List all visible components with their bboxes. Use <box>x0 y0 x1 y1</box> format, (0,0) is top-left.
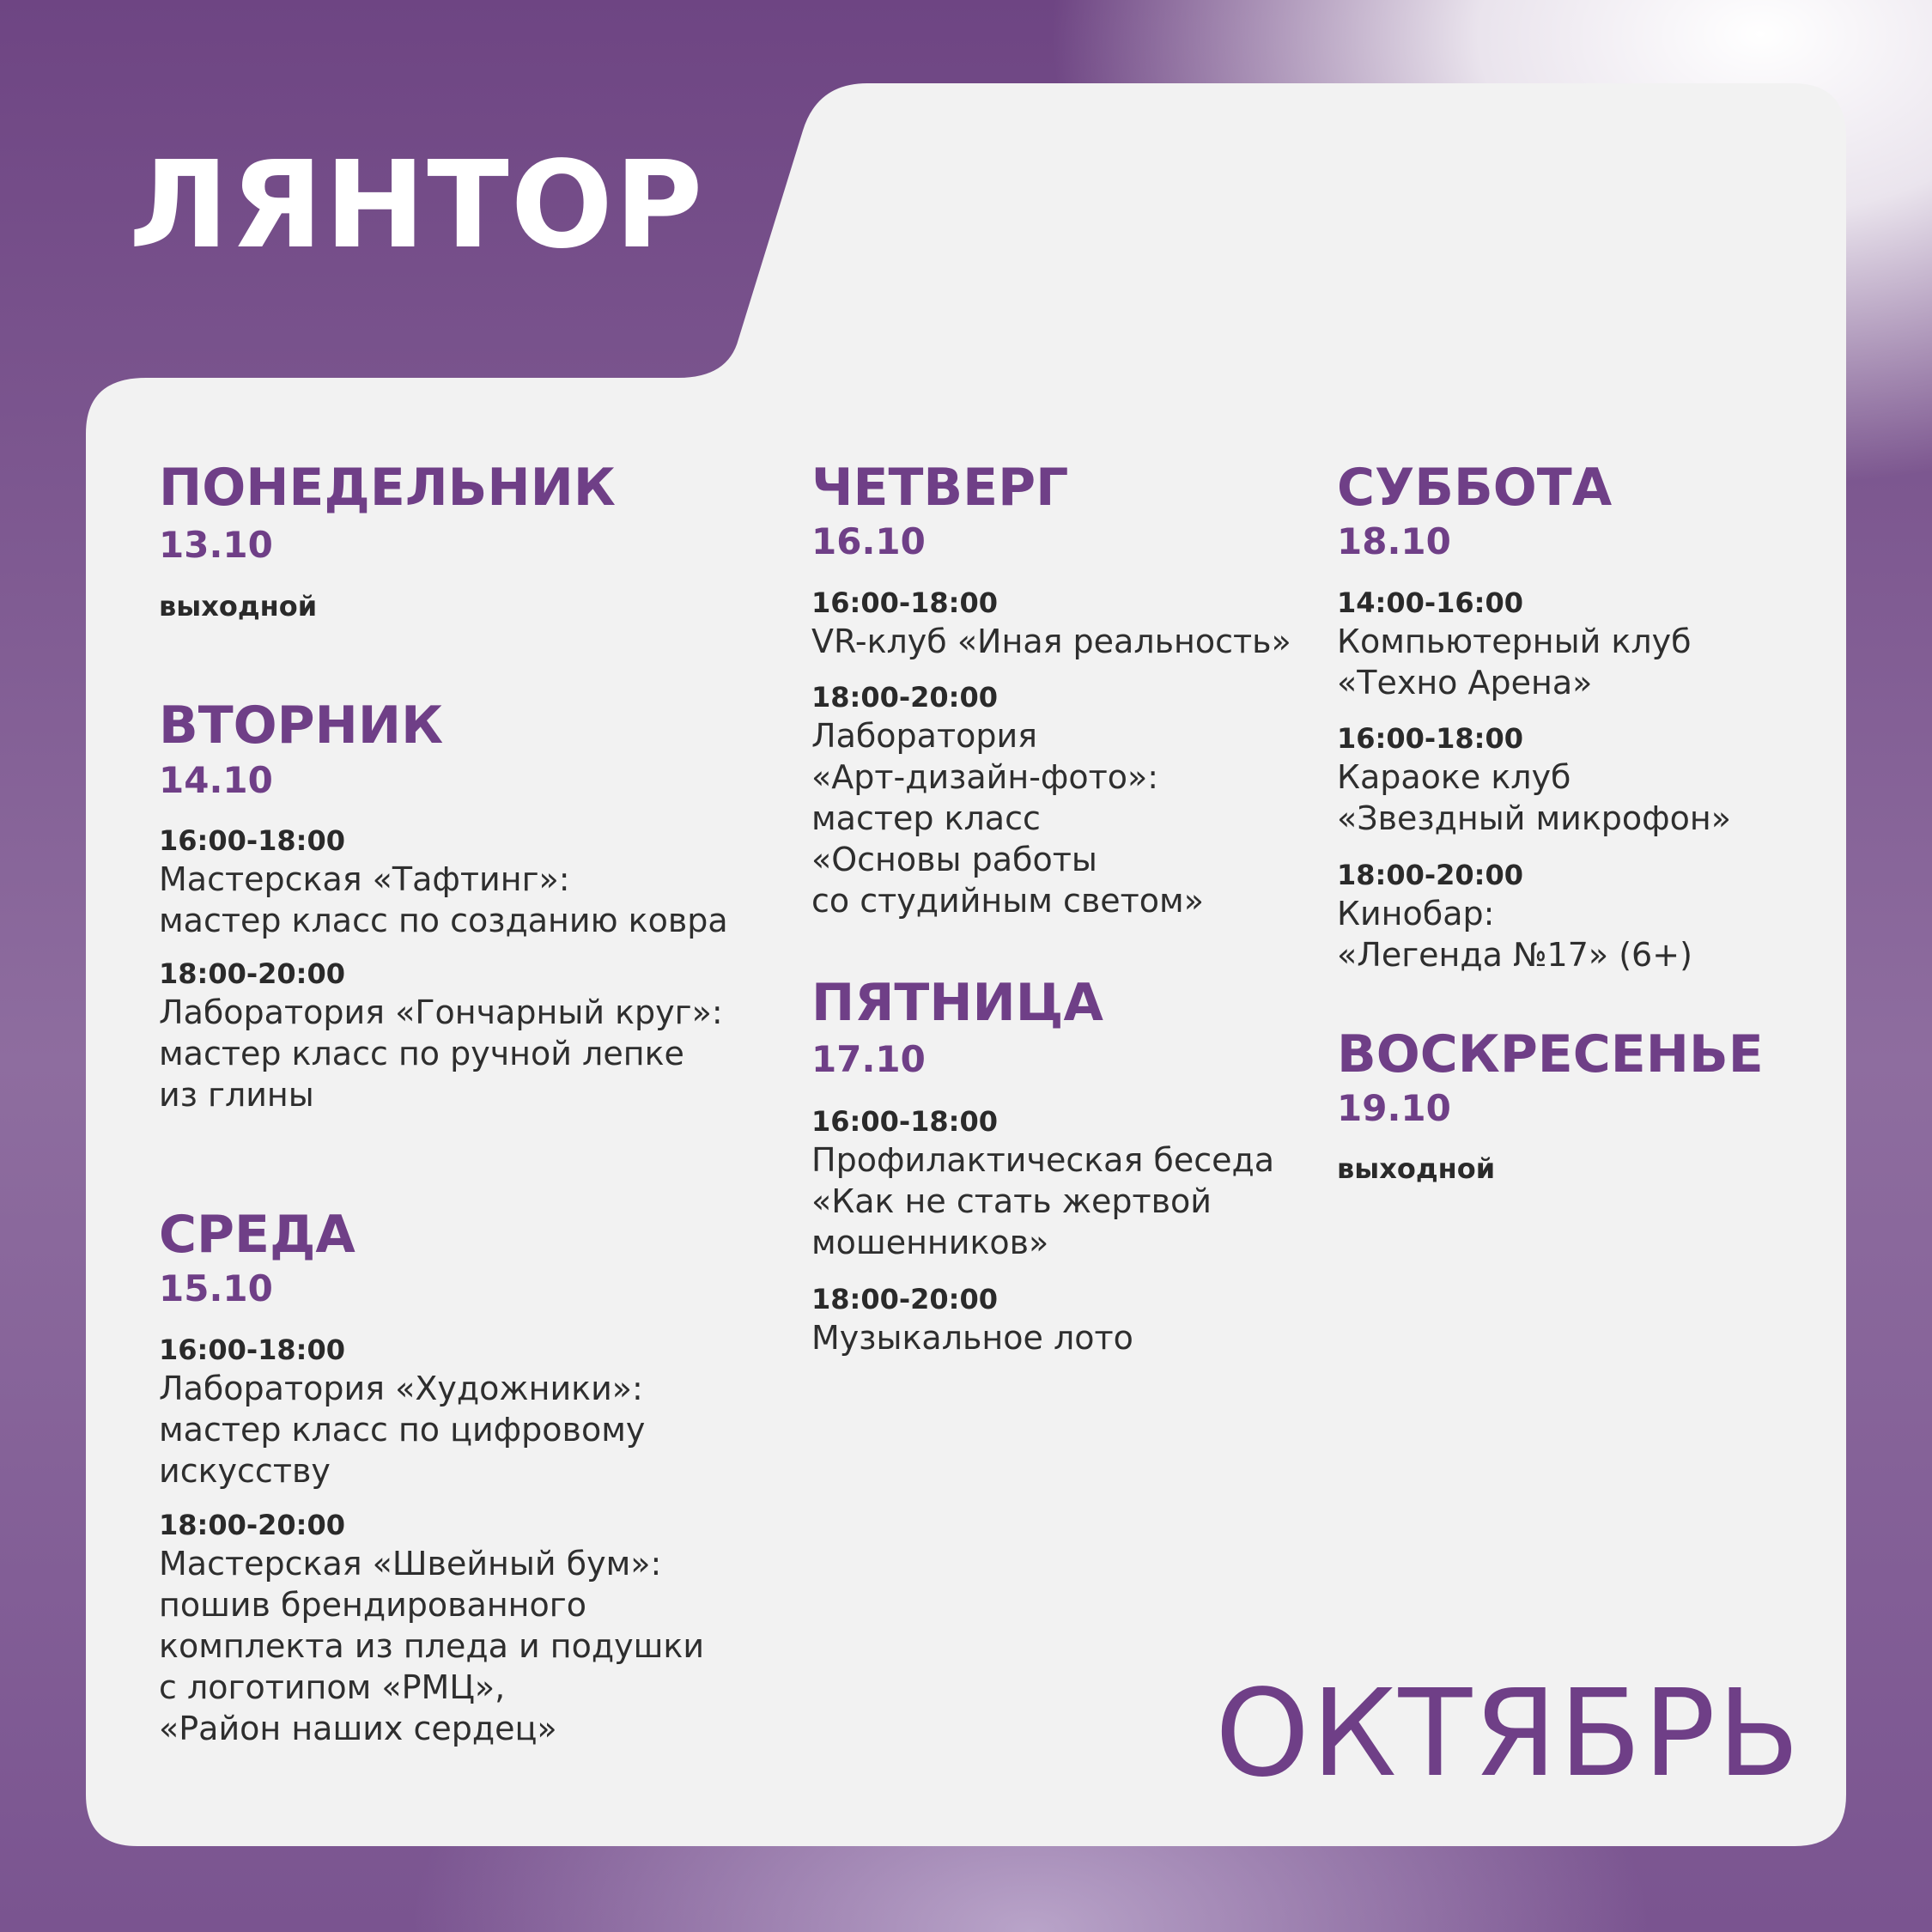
event-description: Профилактическая беседа «Как не стать жертвой мошенников» <box>811 1141 1275 1261</box>
date-tuesday: 14.10 <box>159 759 273 801</box>
day-friday: ПЯТНИЦА <box>811 973 1103 1033</box>
event-description: Лаборатория «Гончарный круг»: мастер класс по ручной лепке из глины <box>159 993 723 1114</box>
event-time: 18:00-20:00 <box>1337 859 1523 891</box>
day-tuesday: ВТОРНИК <box>159 696 444 756</box>
day-sunday: ВОСКРЕСЕНЬЕ <box>1337 1024 1764 1084</box>
day-wednesday: СРЕДА <box>159 1205 355 1265</box>
date-wednesday: 15.10 <box>159 1267 273 1309</box>
date-monday: 13.10 <box>159 524 273 566</box>
event-time: 16:00-18:00 <box>811 1105 998 1138</box>
event-time: 14:00-16:00 <box>1337 586 1523 619</box>
event-description: Караоке клуб «Звездный микрофон» <box>1337 758 1732 837</box>
event-description: Музыкальное лото <box>811 1319 1133 1357</box>
page-title: ЛЯНТОР <box>129 136 705 276</box>
event-time: 16:00-18:00 <box>811 586 998 619</box>
event-description: Лаборатория «Арт-дизайн-фото»: мастер класс «Основы работы со студийным светом» <box>811 717 1204 920</box>
day-monday: ПОНЕДЕЛЬНИК <box>159 458 616 518</box>
date-friday: 17.10 <box>811 1038 926 1080</box>
event-time: 16:00-18:00 <box>159 1334 345 1366</box>
date-saturday: 18.10 <box>1337 520 1451 562</box>
day-saturday: СУББОТА <box>1337 458 1613 518</box>
day-off-sunday: выходной <box>1337 1152 1496 1185</box>
date-sunday: 19.10 <box>1337 1087 1451 1129</box>
event-description: Лаборатория «Художники»: мастер класс по цифровому искусству <box>159 1370 646 1490</box>
event-time: 18:00-20:00 <box>811 681 998 714</box>
event-description: Мастерская «Швейный бум»: пошив брендированного комплекта из пледа и подушки с логотипом «РМЦ», «Район наших сердец» <box>159 1545 705 1747</box>
event-time: 18:00-20:00 <box>159 957 345 990</box>
event-time: 18:00-20:00 <box>811 1283 998 1315</box>
event-description: Кинобар: «Легенда №17» (6+) <box>1337 895 1692 974</box>
event-description: Компьютерный клуб «Техно Арена» <box>1337 623 1692 702</box>
event-time: 16:00-18:00 <box>1337 722 1523 755</box>
month-label: ОКТЯБРЬ <box>1215 1664 1801 1804</box>
event-time: 18:00-20:00 <box>159 1509 345 1541</box>
day-off-monday: выходной <box>159 590 318 623</box>
date-thursday: 16.10 <box>811 520 926 562</box>
event-time: 16:00-18:00 <box>159 824 345 857</box>
day-thursday: ЧЕТВЕРГ <box>811 458 1069 518</box>
event-description: Мастерская «Тафтинг»: мастер класс по созданию ковра <box>159 860 728 939</box>
event-description: VR-клуб «Иная реальность» <box>811 623 1291 660</box>
